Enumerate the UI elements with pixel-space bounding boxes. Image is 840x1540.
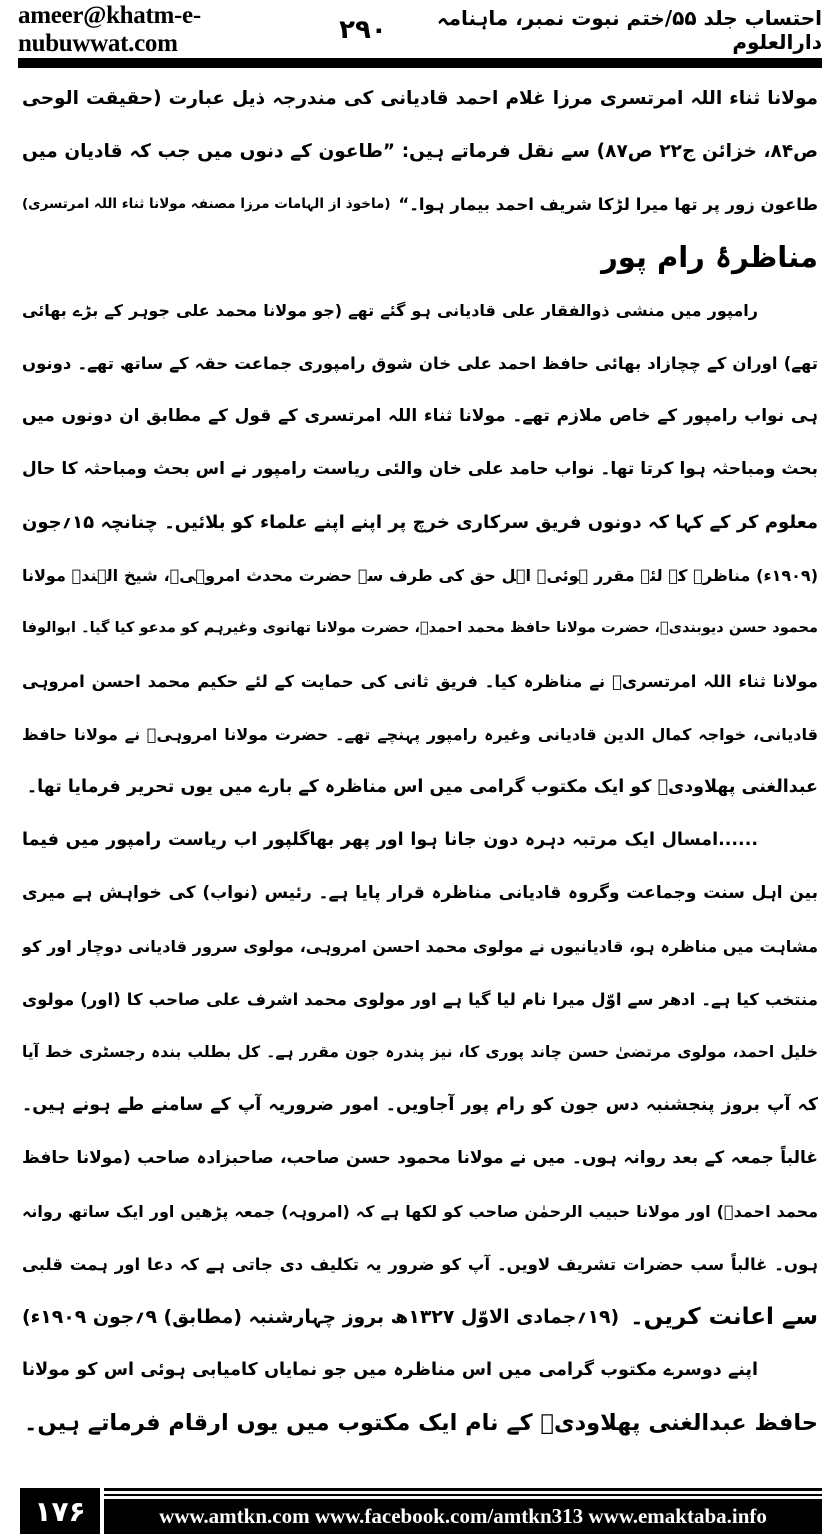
footer-page-number: ۱۷۶ xyxy=(20,1488,100,1534)
section-heading: مناظرۂ رام پور xyxy=(601,240,818,274)
header-page-number: ۲۹۰ xyxy=(339,15,387,45)
footer-rule xyxy=(104,1488,822,1491)
text-line: اپنے دوسرے مکتوب گرامی میں اس مناظرہ میں جو نمایاں کامیابی ہوئی اس کو مولانا xyxy=(22,1360,758,1380)
text-line: مشاہت میں مناظرہ ہو، قادیانیوں نے مولوی محمد احسن امروہی، مولوی سرور قادیانی دوچار اور کو xyxy=(22,937,818,956)
header-left xyxy=(18,2,387,58)
page-footer xyxy=(20,1488,822,1534)
text-line-citation: (۱۹؍جمادی الاوّل ۱۳۲۷ھ بروز چہارشنبہ (مطابق) ۹؍جون ۱۹۰۹ء) xyxy=(22,1306,620,1328)
header-email: ameer@khatm-e-nubuwwat.com xyxy=(18,2,201,57)
text-line: بین اہل سنت وجماعت وگروہ قادیانی مناظرہ قرار پایا ہے۔ رئیس (نواب) کی خواہش ہے میری xyxy=(22,883,818,903)
article-body xyxy=(22,72,818,1450)
footer-rule xyxy=(104,1494,822,1496)
text-line: ......امسال ایک مرتبہ دہرہ دون جانا ہوا اور پھر بھاگلپور اب ریاست رامپور میں فیما xyxy=(22,830,758,850)
text-line: محمود حسن دیوبندیؒ، حضرت مولانا حافظ محمد احمدؒ، حضرت مولانا تھانوی وغیرہم کو مدعو کیا گیا۔ ابوالوفا xyxy=(22,620,818,636)
text-line-citation: (ماخوذ از الہامات مرزا مصنفہ مولانا ثناء اللہ امرتسری) xyxy=(22,196,391,212)
text-line: کہ آپ بروز پنجشنبہ دس جون کو رام پور آجاویں۔ امور ضروریہ آپ کے سامنے طے ہونے ہیں۔ xyxy=(22,1095,818,1115)
text-line: تھے) اوران کے چچازاد بھائی حافظ احمد علی خان شوق رامپوری جماعت حقہ کے ساتھ تھے۔ دونوں xyxy=(22,354,818,373)
text-line: ص۸۴، خزائن ج۲۲ ص۸۷) سے نقل فرماتے ہیں: ”طاعون کے دنوں میں جب کہ قادیان میں xyxy=(22,141,818,162)
text-line: مولانا ثناء اللہ امرتسری مرزا غلام احمد قادیانی کی مندرجہ ذیل عبارت (حقیقت الوحی xyxy=(22,88,818,109)
text-line: مولانا ثناء اللہ امرتسریؒ نے مناظرہ کیا۔ فریق ثانی کی حمایت کے لئے حکیم محمد احسن امروہی xyxy=(22,672,818,691)
header-rule xyxy=(18,58,822,68)
text-line: (۱۹۰۹ء) مناظرہ کے لئے مقرر ہوئی۔ اہل حق کی طرف سے حضرت محدث امروہیؒ، شیخ الہندؒ مولانا xyxy=(22,566,818,585)
text-line: محمد احمدؒ) اور مولانا حبیب الرحمٰن صاحب کو لکھا ہے کہ (امروہہ) جمعہ پڑھیں اور ایک ساتھ روانہ xyxy=(22,1202,818,1221)
text-line: غالباً جمعہ کے بعد روانہ ہوں۔ میں نے مولانا محمود حسن صاحب، صاحبزادہ صاحب (مولانا حافظ xyxy=(22,1148,818,1168)
text-line: ہی نواب رامپور کے خاص ملازم تھے۔ مولانا ثناء اللہ امرتسری کے قول کے مطابق ان دونوں میں xyxy=(22,406,818,426)
text-line xyxy=(22,178,818,231)
text-line: قادیانی، خواجہ کمال الدین قادیانی وغیرہ رامپور پہنچے تھے۔ حضرت مولانا امروہیؒ نے مولانا حافظ xyxy=(22,725,818,744)
footer-links: www.amtkn.com www.facebook.com/amtkn313 www.emaktaba.info xyxy=(104,1499,822,1534)
text-line-main: سے اعانت کریں۔ xyxy=(630,1304,818,1330)
header-journal-title: احتساب جلد ۵۵/ختم نبوت نمبر، ماہنامہ دارالعلوم xyxy=(436,6,822,54)
text-line xyxy=(22,1291,818,1344)
text-line: عبدالغنی پھلاودیؒ کو ایک مکتوب گرامی میں اس مناظرہ کے بارے میں یوں تحریر فرمایا تھا۔ xyxy=(26,777,818,797)
text-line: منتخب کیا ہے۔ ادھر سے اوّل میرا نام لیا گیا ہے اور مولوی محمد اشرف علی صاحب کا (اور) مولوی xyxy=(22,990,818,1009)
text-line: رامپور میں منشی ذوالفقار علی قادیانی ہو گئے تھے (جو مولانا محمد علی جوہر کے بڑے بھائی xyxy=(22,301,758,320)
text-line: معلوم کر کے کہا کہ دونوں فریق سرکاری خرچ پر اپنے اپنے علماء کو بلائیں۔ چنانچہ ۱۵؍جون xyxy=(22,512,818,533)
text-line-main: طاعون زور پر تھا میرا لڑکا شریف احمد بیمار ہوا۔“ xyxy=(398,195,818,214)
text-line: خلیل احمد، مولوی مرتضیٰ حسن چاند پوری کا، نیز پندرہ جون مقرر ہے۔ کل بطلب بندہ رجسٹری خط آیا xyxy=(22,1043,818,1061)
text-line: بحث ومباحثہ ہوا کرتا تھا۔ نواب حامد علی خان والئی ریاست رامپور نے اس بحث ومباحثہ کا حال xyxy=(22,459,818,479)
text-line: حافظ عبدالغنی پھلاودیؒ کے نام ایک مکتوب میں یوں ارقام فرماتے ہیں۔ xyxy=(24,1410,818,1436)
page-header xyxy=(18,2,822,57)
text-line: ہوں۔ غالباً سب حضرات تشریف لاویں۔ آپ کو ضرور یہ تکلیف دی جاتی ہے کہ دعا اور ہمت قلبی xyxy=(22,1255,818,1274)
